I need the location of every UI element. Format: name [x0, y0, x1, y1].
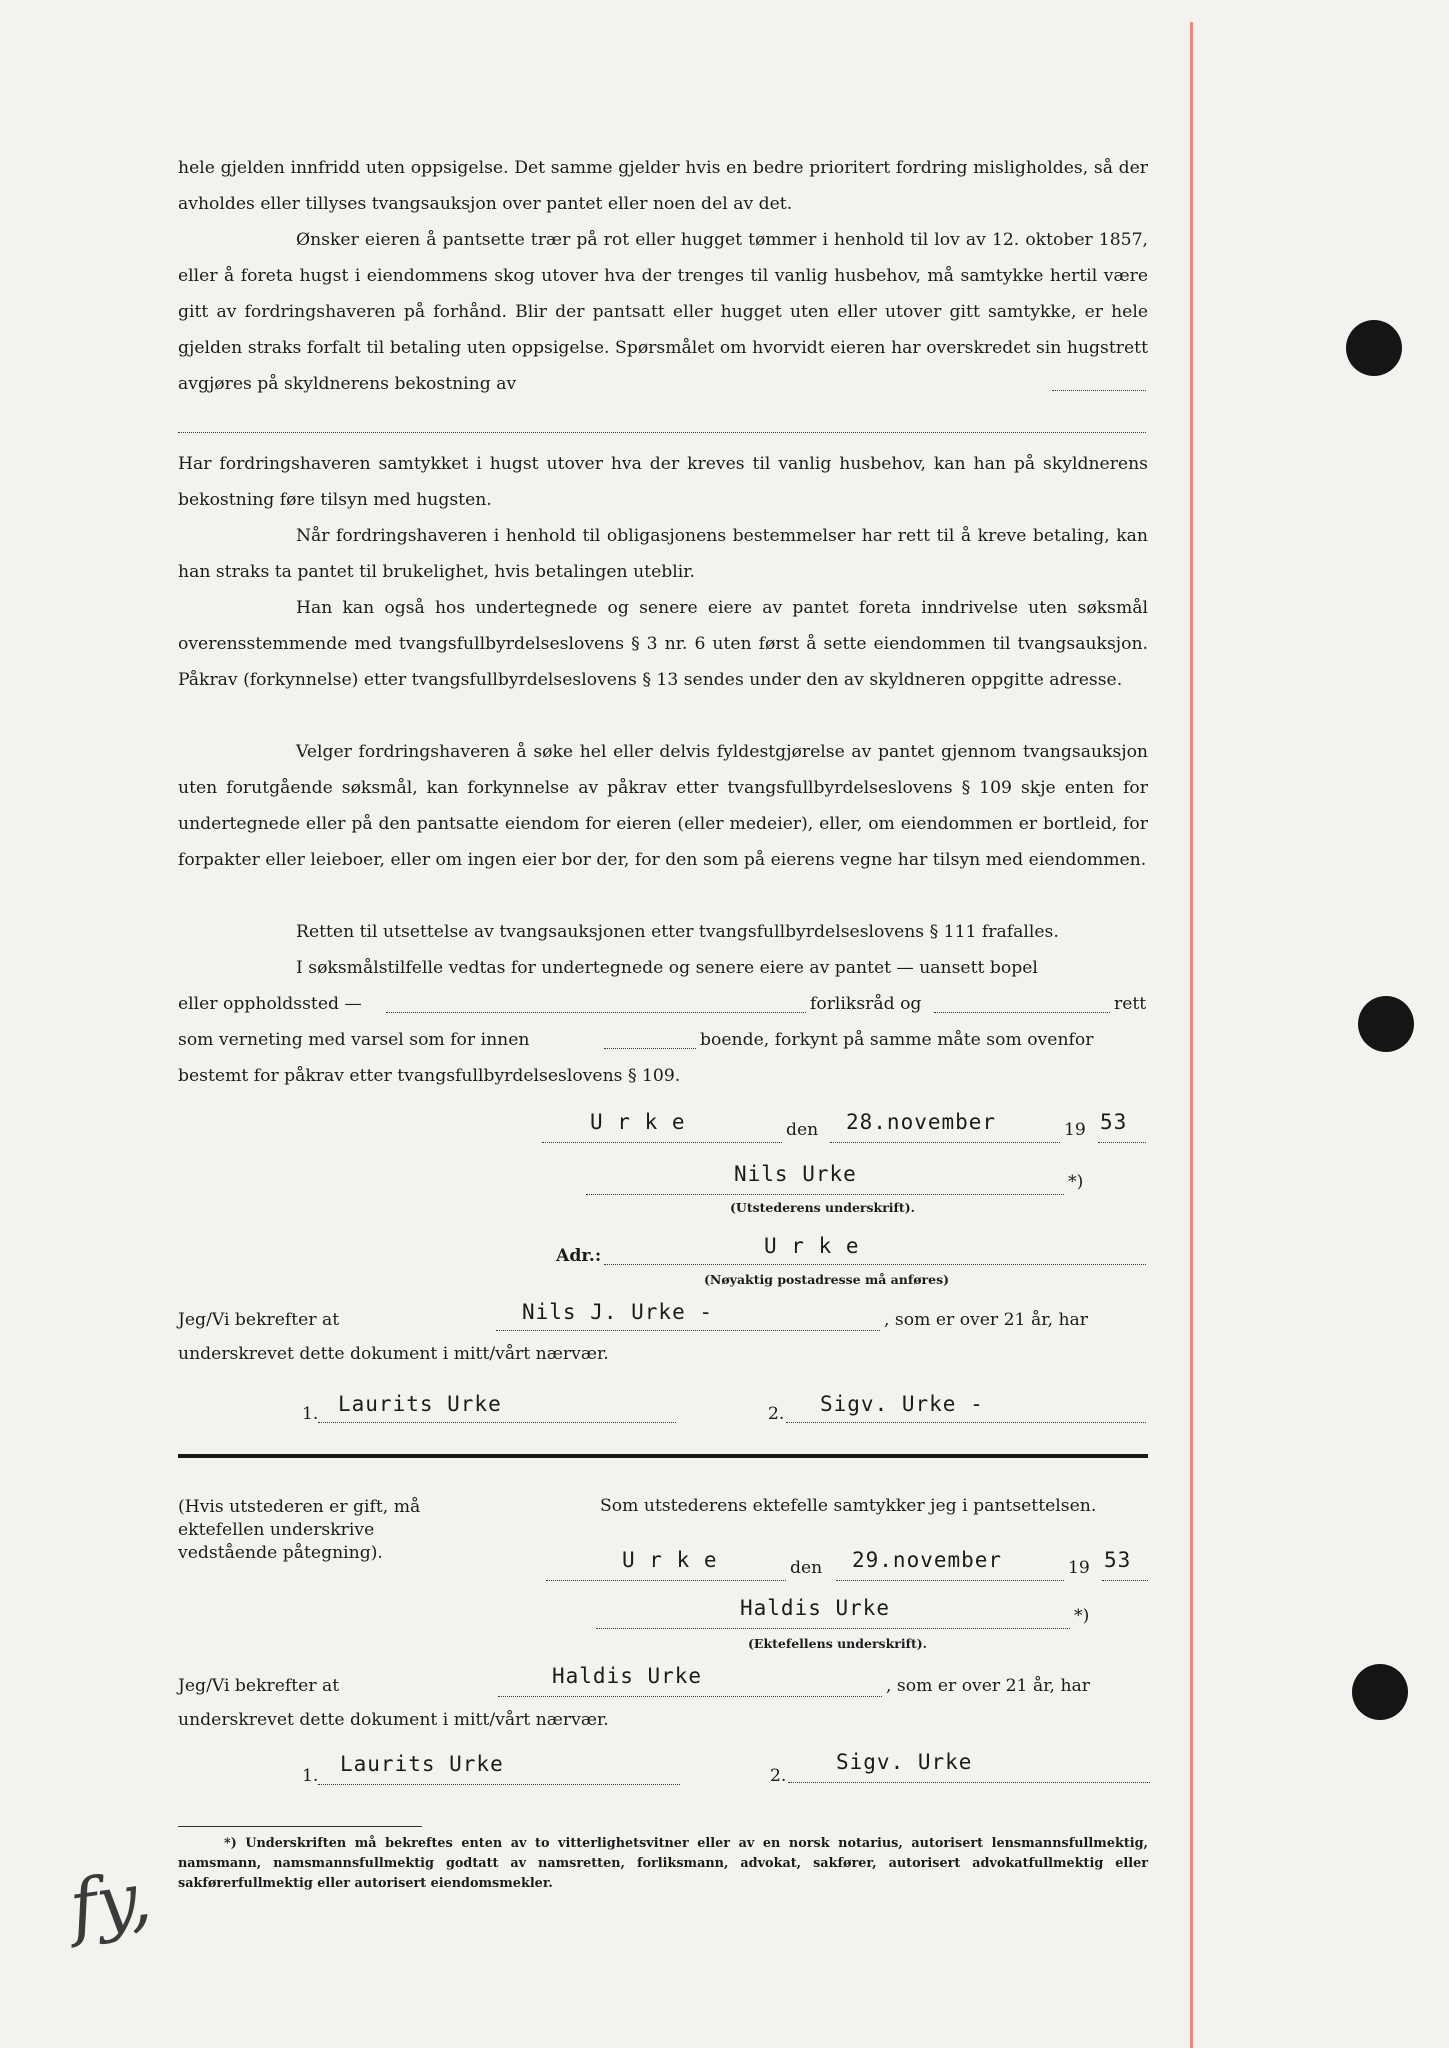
blank-line: [318, 1784, 680, 1785]
blank-line: [604, 1048, 696, 1049]
blank-line: [586, 1194, 1064, 1195]
spouse-witness-1-number: 1.: [302, 1766, 319, 1786]
spouse-year-suffix: 53: [1104, 1548, 1132, 1572]
blank-line: [1098, 1142, 1146, 1143]
blank-line: [596, 1628, 1070, 1629]
blank-line: [318, 1422, 676, 1423]
spouse-year-prefix: 19: [1068, 1558, 1090, 1578]
paragraph-default: hele gjelden innfridd uten oppsigelse. Det samme gjelder hvis en bedre prioritert fordring misligholdes, så der avholdes eller tillyses tvangsauksjon over pantet eller noen del av det.: [178, 158, 1148, 214]
paragraph-postponement: Retten til utsettelse av tvangsauksjonen etter tvangsfullbyrdelseslovens § 111 frafalles.: [296, 922, 1059, 942]
blank-line: [546, 1580, 786, 1581]
paragraph-supervision: Har fordringshaveren samtykket i hugst utover hva der kreves til vanlig husbehov, kan han på skyldnerens bekostning føre tilsyn med hugsten.: [178, 454, 1148, 510]
issuer-signature: Nils Urke: [734, 1162, 857, 1186]
spouse-witness-2-name: Sigv. Urke: [836, 1750, 973, 1774]
issuer-address: U r k e: [764, 1234, 860, 1258]
den-label: den: [786, 1120, 819, 1140]
witness-1-number: 1.: [302, 1404, 319, 1424]
spouse-witness-2-number: 2.: [770, 1766, 787, 1786]
spouse-signature-caption: (Ektefellens underskrift).: [748, 1636, 927, 1651]
spouse-footnote-marker: *): [1074, 1606, 1090, 1626]
notice-line-end: boende, forkynt på samme måte som ovenfor: [700, 1030, 1094, 1050]
paragraph-enforcement: Han kan også hos undertegnede og senere eiere av pantet foreta inndrivelse uten søksmål overensstemmende med tvangsfullbyrdelseslovens § 3 nr. 6 uten først å sette eiendommen til tvangsauksjon. Påkrav (forkynnelse) etter tvangsfullbyrdelseslovens § 13 sendes under den av skyldneren oppgitte adresse.: [178, 598, 1148, 690]
confirm-tail: , som er over 21 år, har: [884, 1310, 1088, 1330]
punch-hole-icon: [1358, 996, 1414, 1052]
spouse-signing-place: U r k e: [622, 1548, 718, 1572]
handwritten-initials: fy,: [64, 1854, 157, 1950]
spouse-side-note: (Hvis utstederen er gift, må ektefellen underskrive vedstående påtegning).: [178, 1497, 421, 1563]
confirm-line-2: underskrevet dette dokument i mitt/vårt nærvær.: [178, 1344, 609, 1364]
paragraph-timber: Ønsker eieren å pantsette trær på rot eller hugget tømmer i henhold til lov av 12. oktober 1857, eller å foreta hugst i eiendommens skog utover hva der trenges til vanlig husbehov, må samtykke hertil være gitt av fordringshaveren på forhånd. Blir der pantsatt eller hugget uten eller utover gitt samtykke, er hele gjelden straks forfalt til betaling uten oppsigelse. Spørsmålet om hvorvidt eieren har overskredet sin hugstrett avgjøres på skyldnerens bekostning av: [178, 230, 1148, 394]
blank-line: [496, 1330, 880, 1331]
confirm-label: Jeg/Vi bekrefter at: [178, 1310, 340, 1330]
spouse-heading: Som utstederens ektefelle samtykker jeg i pantsettelsen.: [600, 1496, 1097, 1516]
notice-line-final: bestemt for påkrav etter tvangsfullbyrdelseslovens § 109.: [178, 1066, 681, 1086]
blank-line: [1052, 390, 1146, 391]
year-prefix: 19: [1064, 1120, 1086, 1140]
witness-1-name: Laurits Urke: [338, 1392, 502, 1416]
paragraph-auction: Velger fordringshaveren å søke hel eller delvis fyldestgjørelse av pantet gjennom tvangsauksjon uten forutgående søksmål, kan forkynnelse av påkrav etter tvangsfullbyrdelseslovens § 109 skje enten for undertegnede eller på den pantsatte eiendom for eieren (eller medeier), eller, om eiendommen er bortleid, for forpakter eller leieboer, eller om ingen eier bor der, for den som på eierens vegne har tilsyn med eiendommen.: [178, 742, 1148, 870]
blank-line: [934, 1012, 1110, 1013]
spouse-confirm-tail: , som er over 21 år, har: [886, 1676, 1090, 1696]
year-suffix: 53: [1100, 1110, 1128, 1134]
blank-line: [604, 1264, 1146, 1265]
signing-date: 28.november: [846, 1110, 997, 1134]
signing-place: U r k e: [590, 1110, 686, 1134]
blank-line: [830, 1142, 1060, 1143]
footnote-marker: *): [1068, 1172, 1084, 1192]
spouse-confirm-label: Jeg/Vi bekrefter at: [178, 1676, 340, 1696]
notice-line-start: som verneting med varsel som for innen: [178, 1030, 530, 1050]
blank-line: [178, 432, 1146, 433]
blank-line: [542, 1142, 782, 1143]
punch-hole-icon: [1346, 320, 1402, 376]
footnote-text: *) Underskriften må bekreftes enten av to vitterlighetsvitner eller av en norsk notarius, autorisert lensmannsfullmektig, namsmann, namsmannsfullmektig godtatt av namsretten, forliksmann, advokat, sakfører, autorisert advokatfullmektig eller sakførerfullmektig eller autorisert eiendomsmekler.: [178, 1836, 1148, 1891]
blank-line: [498, 1696, 882, 1697]
spouse-confirm-line-2: underskrevet dette dokument i mitt/vårt nærvær.: [178, 1710, 609, 1730]
confirmed-name: Nils J. Urke -: [522, 1300, 714, 1324]
venue-line-start: eller oppholdssted —: [178, 994, 362, 1014]
venue-line-mid: forliksråd og: [810, 994, 922, 1014]
witness-2-number: 2.: [768, 1404, 785, 1424]
section-divider: [178, 1454, 1148, 1458]
spouse-witness-1-name: Laurits Urke: [340, 1752, 504, 1776]
address-caption: (Nøyaktig postadresse må anføres): [704, 1272, 950, 1287]
blank-line: [786, 1422, 1146, 1423]
blank-line: [788, 1782, 1150, 1783]
spouse-signature: Haldis Urke: [740, 1596, 891, 1620]
venue-line-end: rett: [1114, 994, 1147, 1014]
footnote-rule: [178, 1826, 422, 1827]
red-margin-line: [1190, 22, 1193, 2048]
spouse-den-label: den: [790, 1558, 823, 1578]
paragraph-venue: I søksmålstilfelle vedtas for undertegnede og senere eiere av pantet — uansett bopel: [296, 958, 1038, 978]
spouse-signing-date: 29.november: [852, 1548, 1003, 1572]
signature-caption: (Utstederens underskrift).: [730, 1200, 915, 1215]
blank-line: [386, 1012, 806, 1013]
punch-hole-icon: [1352, 1664, 1408, 1720]
spouse-confirmed-name: Haldis Urke: [552, 1664, 703, 1688]
blank-line: [836, 1580, 1064, 1581]
blank-line: [1102, 1580, 1148, 1581]
witness-2-name: Sigv. Urke -: [820, 1392, 984, 1416]
paragraph-usage: Når fordringshaveren i henhold til obligasjonens bestemmelser har rett til å kreve betaling, kan han straks ta pantet til brukelighet, hvis betalingen uteblir.: [178, 526, 1148, 582]
address-label: Adr.:: [556, 1246, 602, 1266]
